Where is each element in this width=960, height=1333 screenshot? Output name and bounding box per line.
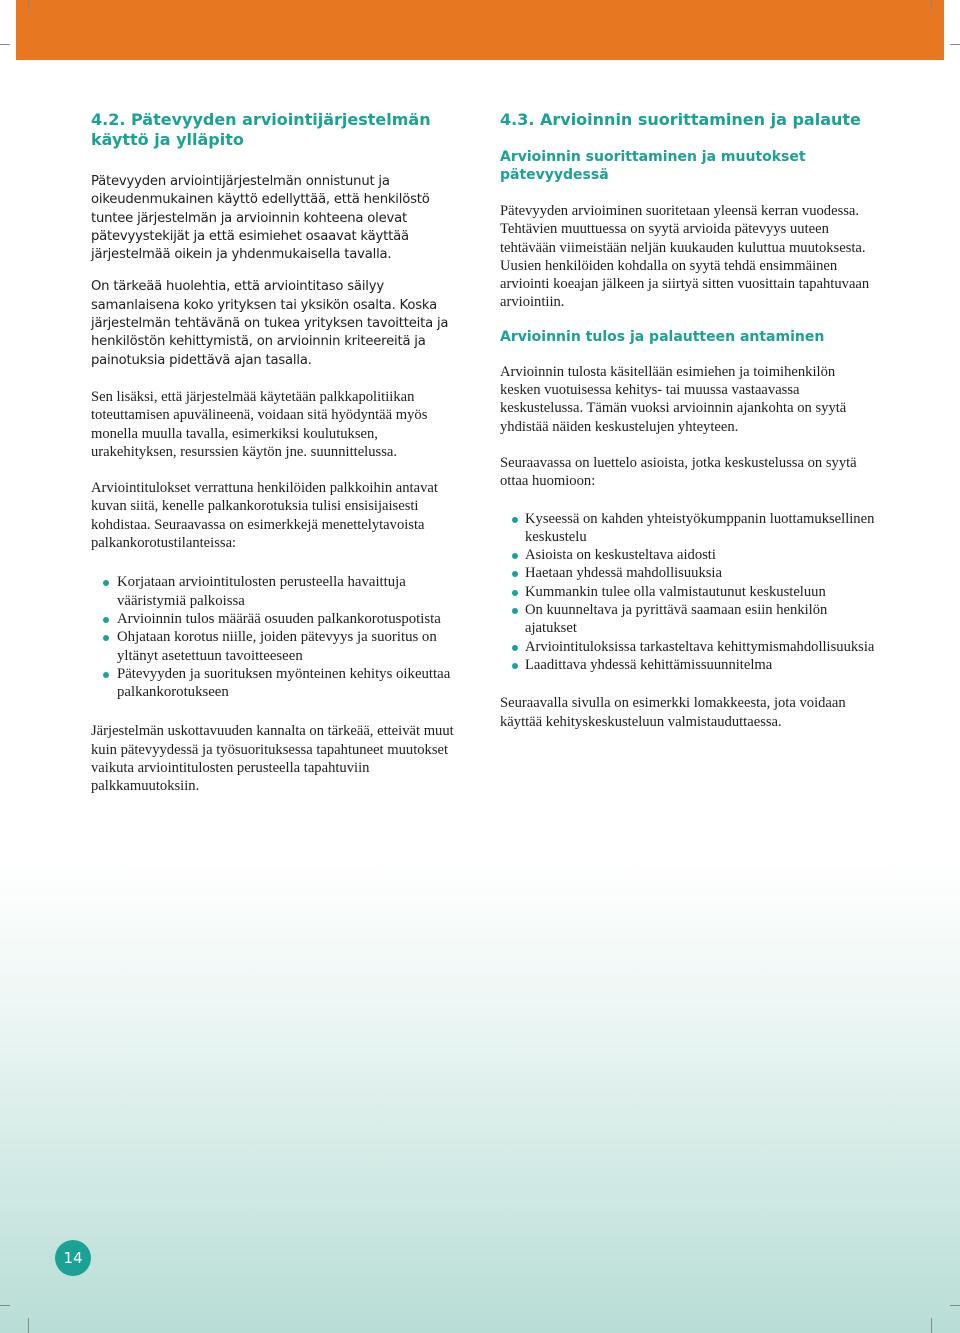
list-item xyxy=(490,564,875,582)
bullet-icon xyxy=(103,580,109,586)
crop-mark xyxy=(28,0,29,10)
list-item xyxy=(490,601,875,638)
paragraph: On tärkeää huolehtia, että arviointitaso säilyy samanlaisena koko yrityksen tai yksikön osalta. Koska järjestelmän tehtävänä on tukea yrityksen tavoitteita ja henkilöstön kehittymistä, on arvioinnin kriteereitä ja painotuksia pidettävä ajan tasalla. xyxy=(91,279,449,368)
list-item xyxy=(490,638,875,656)
crop-mark xyxy=(0,1305,10,1306)
paragraph: Arvioinnin tulosta käsitellään esimiehen ja toimihenkilön kesken vuotuisessa kehitys- tai muussa vastaavassa keskustelussa. Tämän vuoksi arvioinnin ajankohta on syytä yhdistää näiden keskustelujen yhteyteen. xyxy=(500,363,847,435)
paragraph: Seuraavassa on luettelo asioista, jotka keskustelussa on syytä ottaa huomioon: xyxy=(500,454,857,490)
paragraph: Seuraavalla sivulla on esimerkki lomakkeesta, jota voidaan käyttää kehityskeskusteluun valmistauduttaessa. xyxy=(500,695,846,730)
list-item xyxy=(81,573,463,610)
bullet-icon xyxy=(103,635,109,641)
bullet-icon xyxy=(103,617,109,623)
crop-mark xyxy=(931,1318,932,1333)
crop-mark xyxy=(28,1318,29,1333)
list-item-text: Asioista on keskusteltava aidosti xyxy=(525,547,716,564)
list-item xyxy=(81,665,463,702)
right-column xyxy=(500,110,875,731)
paragraph: Pätevyyden arvioiminen suoritetaan yleensä kerran vuodessa. Tehtävien muuttuessa on syytä arvioida pätevyys uuteen tehtävään viimeistään neljän kuukauden kuluttua muutoksesta. Uusien henkilöiden kohdalla on syytä tehdä ensimmäinen arviointi koeajan jälkeen ja siirtyä sitten vuosittain tapahtuvaan arviointiin. xyxy=(500,203,870,311)
list-item-text: On kuunneltava ja pyrittävä saamaan esiin henkilön ajatukset xyxy=(525,602,828,637)
list-item xyxy=(81,628,463,665)
list-item-text: Arvioinnin tulos määrää osuuden palkankorotuspotista xyxy=(117,610,441,627)
bullet-icon xyxy=(512,553,518,559)
list-item-text: Ohjataan korotus niille, joiden pätevyys ja suoritus on yltänyt asetettuun tavoitteeseen xyxy=(117,629,437,664)
list-item-text: Arviointituloksissa tarkasteltava kehittymismahdollisuuksia xyxy=(525,638,875,655)
header-band xyxy=(16,0,944,60)
list-item xyxy=(490,546,875,564)
left-column xyxy=(91,110,463,796)
bullet-list xyxy=(81,573,463,701)
paragraph: Pätevyyden arviointijärjestelmän onnistunut ja oikeudenmukainen käyttö edellyttää, että henkilöstö tuntee järjestelmän ja arvioinnin kohteena olevat pätevyystekijät ja että esimiehet osaavat käyttää järjestelmää oikein ja yhdenmukaisella tavalla. xyxy=(91,174,430,263)
list-item-text: Kummankin tulee olla valmistautunut keskusteluun xyxy=(525,583,826,600)
list-item-text: Pätevyyden ja suorituksen myönteinen kehitys oikeuttaa palkankorotukseen xyxy=(117,665,451,701)
bullet-list xyxy=(490,510,875,675)
paragraph: Arviointitulokset verrattuna henkilöiden palkkoihin antavat kuvan siitä, kenelle palkankorotuksia tulisi ensisijaisesti kohdistaa. Seuraavassa on esimerkkejä menettelytavoista palkankorotustilanteissa: xyxy=(91,480,438,552)
list-item xyxy=(490,510,875,547)
subheading: Arvioinnin suorittaminen ja muutokset pätevyydessä xyxy=(500,149,806,183)
paragraph: Sen lisäksi, että järjestelmää käytetään palkkapolitiikan toteuttamisen apuvälineenä, voidaan sitä hyödyntää myös monella muulla tavalla, esimerkiksi koulutuksen, urakehityksen, resurssien käytön jne. suunnittelussa. xyxy=(91,388,428,460)
crop-mark xyxy=(950,1305,960,1306)
list-item-text: Laadittava yhdessä kehittämissuunnitelma xyxy=(525,656,773,673)
subheading: Arvioinnin tulos ja palautteen antaminen xyxy=(500,328,825,345)
list-item xyxy=(490,656,875,674)
list-item-text: Korjataan arviointitulosten perusteella havaittuja vääristymiä palkoissa xyxy=(117,574,406,609)
bullet-icon xyxy=(512,608,518,614)
crop-mark xyxy=(0,44,10,45)
list-item-text: Kyseessä on kahden yhteistyökumppanin luottamuksellinen keskustelu xyxy=(525,510,875,545)
page-number: 14 xyxy=(55,1240,91,1276)
paragraph: Järjestelmän uskottavuuden kannalta on tärkeää, etteivät muut kuin pätevyydessä ja työsuorituksessa tapahtuneet muutokset vaikuta arviointitulosten perusteella tapahtuviin palkkamuutoksiin. xyxy=(91,723,454,795)
crop-mark xyxy=(950,44,960,45)
list-item xyxy=(490,583,875,601)
bullet-icon xyxy=(512,571,518,577)
crop-mark xyxy=(931,0,932,10)
section-heading-4-3: 4.3. Arvioinnin suorittaminen ja palaute xyxy=(500,110,861,129)
section-heading-4-2: 4.2. Pätevyyden arviointijärjestelmän käyttö ja ylläpito xyxy=(91,110,431,149)
list-item xyxy=(81,610,463,628)
bullet-icon xyxy=(512,645,518,651)
bullet-icon xyxy=(512,663,518,669)
bullet-icon xyxy=(512,590,518,596)
bullet-icon xyxy=(512,517,518,523)
list-item-text: Haetaan yhdessä mahdollisuuksia xyxy=(525,565,722,582)
bullet-icon xyxy=(103,672,109,678)
